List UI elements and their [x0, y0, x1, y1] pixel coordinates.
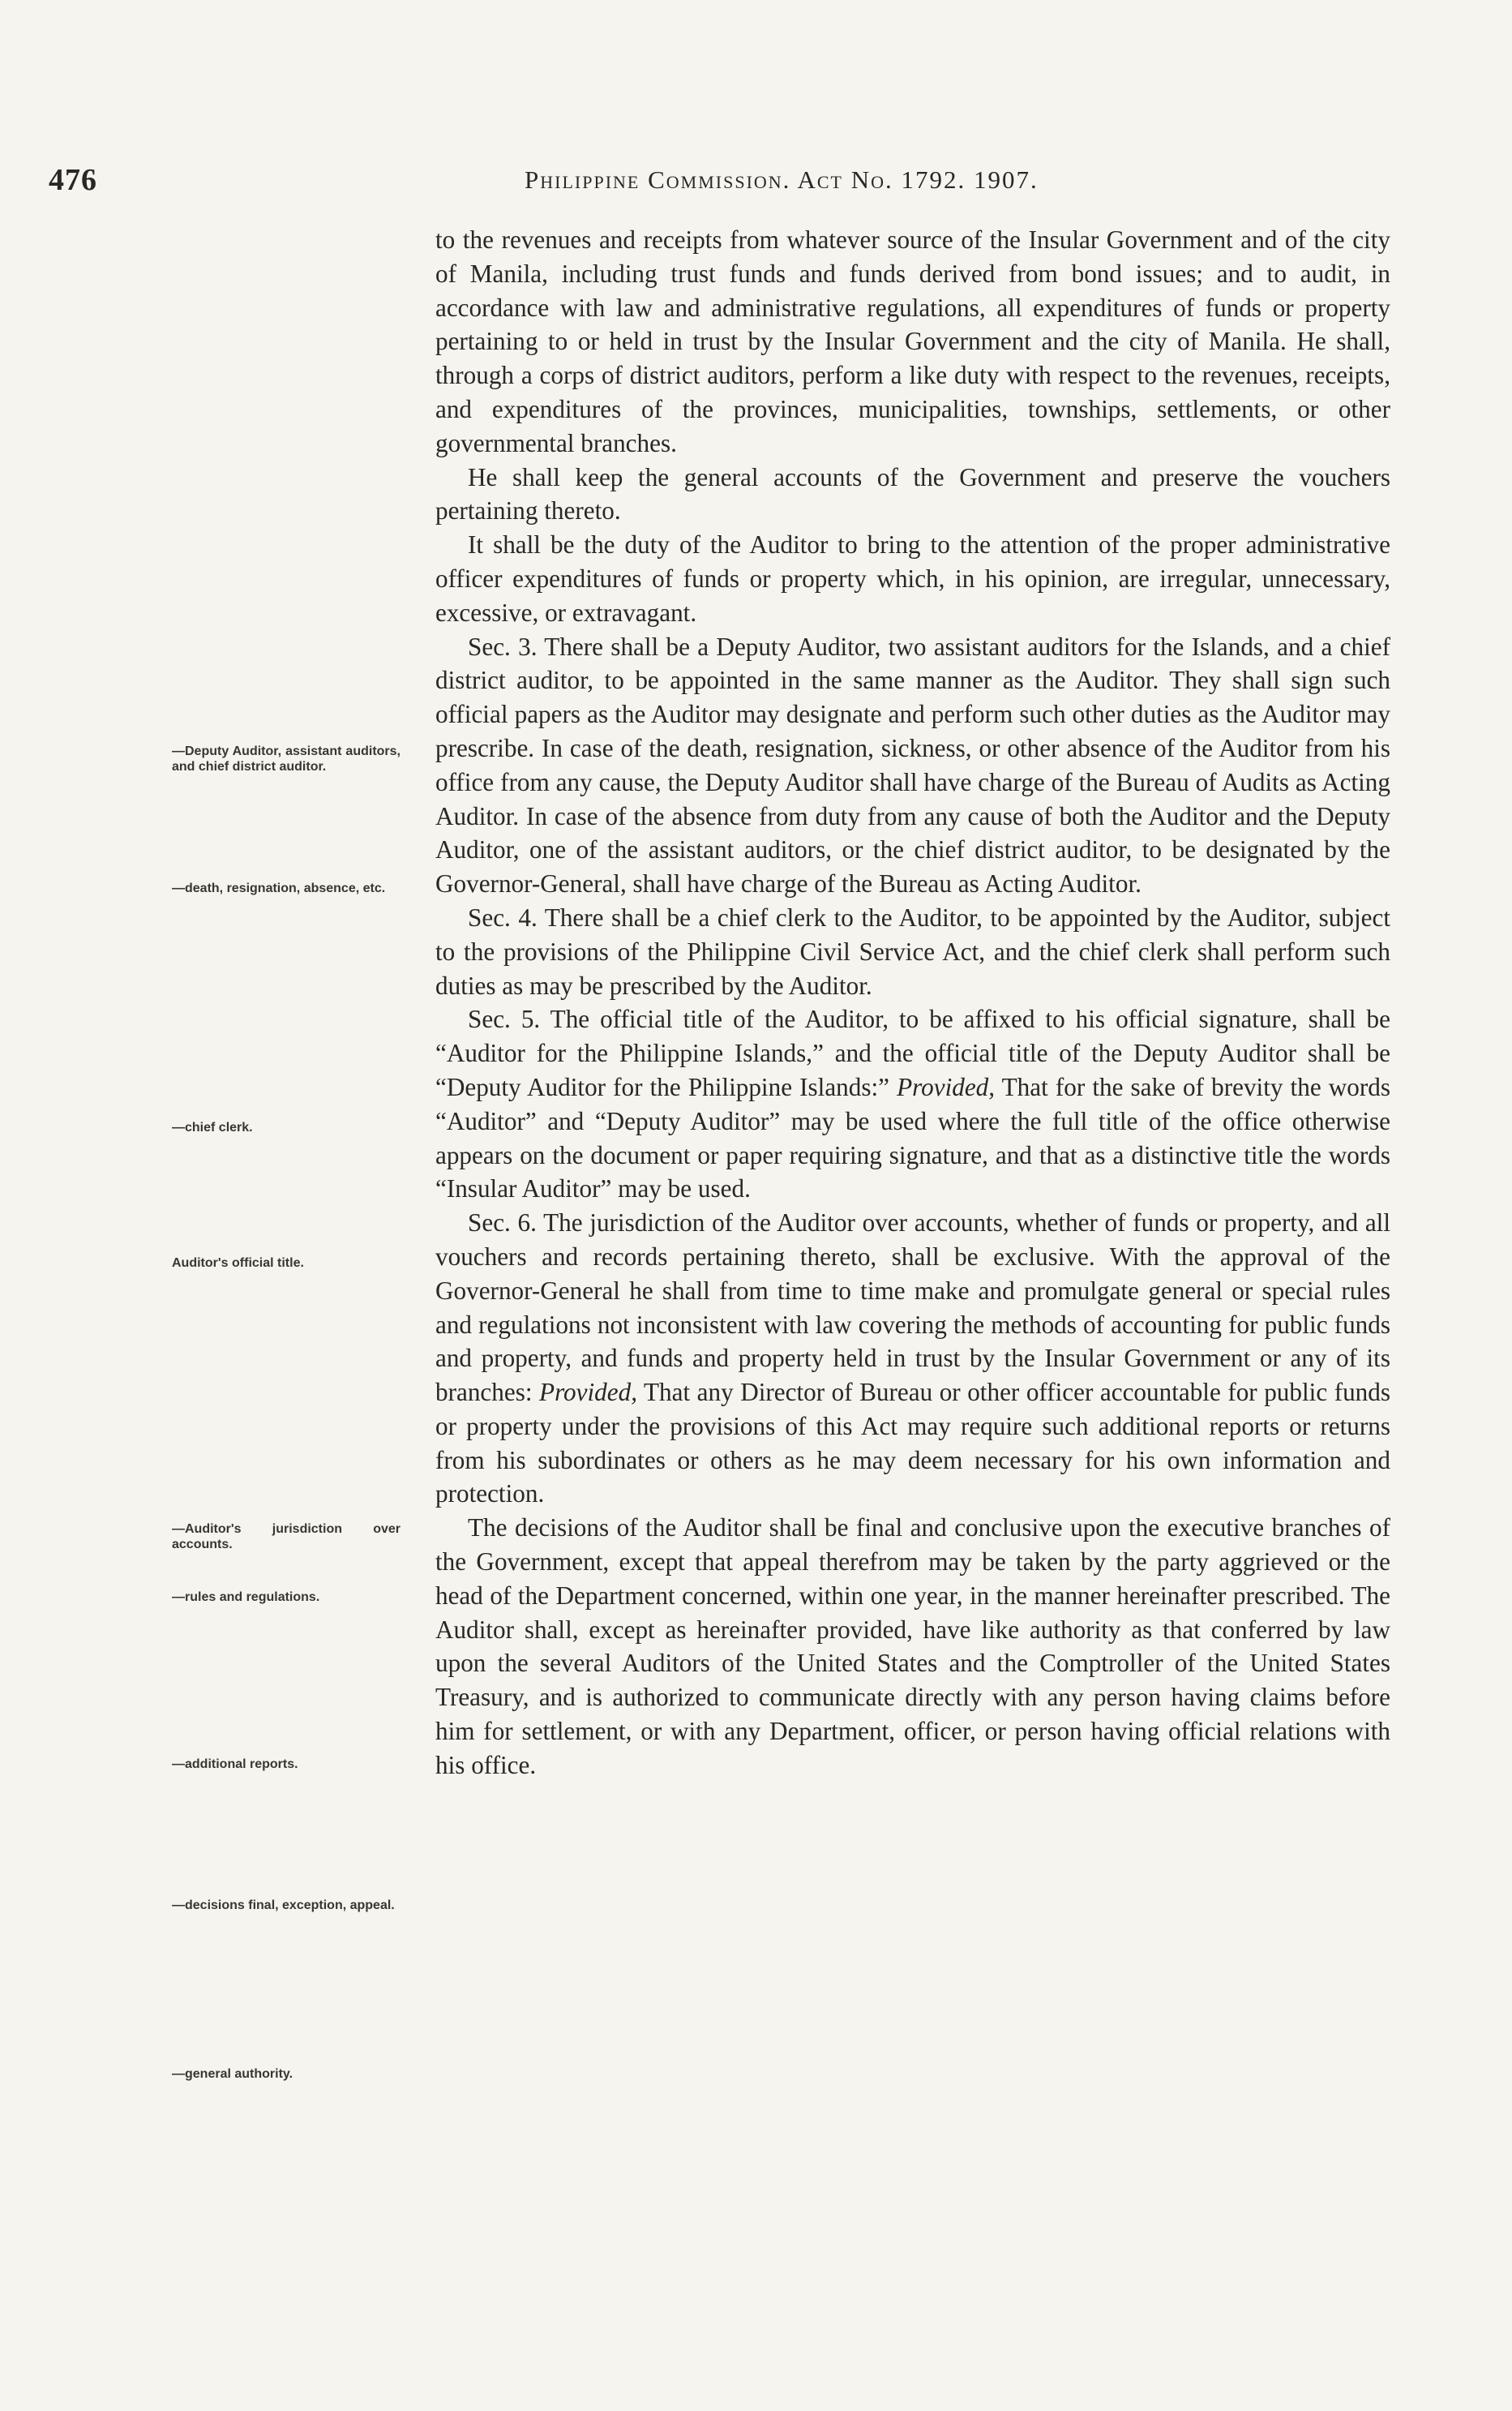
page-header: [49, 162, 1313, 203]
paragraph-duty-of-auditor: It shall be the duty of the Auditor to bring to the attention of the proper administrative officer expenditures of funds or property which, in his opinion, are irregular, unnecessary, excessive, or extravagant.: [435, 530, 1390, 627]
margin-note-general-authority: —general authority.: [172, 2067, 293, 2081]
margin-note-rules-regulations: —rules and regulations.: [172, 1590, 320, 1604]
margin-note-chief-clerk: —chief clerk.: [172, 1121, 253, 1135]
provided-italic: Provided,: [539, 1378, 637, 1407]
margin-note-decisions-final: —decisions final, exception, appeal.: [172, 1898, 395, 1912]
provided-italic: Provided,: [897, 1072, 996, 1101]
paragraph-revenues: to the revenues and receipts from whatever source of the Insular Government and of the city of Manila, including trust funds and funds derived from bond issues; and to audit, in accordance with law and administrative regulations, all expenditures of funds or property pertaining to or held in trust by the Insular Government and the city of Manila. He shall, through a corps of district auditors, perform a like duty with respect to the revenues, receipts, and expenditures of the provinces, municipalities, townships, settlements, or other governmental branches.: [435, 225, 1390, 457]
paragraph-general-accounts: He shall keep the general accounts of the Government and preserve the vouchers pertaining thereto.: [435, 462, 1390, 526]
page-number: 476: [49, 163, 97, 197]
margin-note-official-title: Auditor's official title.: [172, 1256, 304, 1270]
paragraph-sec-6: Sec. 6. The jurisdiction of the Auditor over accounts, whether of funds or property, and all vouchers and records pertaining thereto, shall be exclusive. With the approval of the Governor-General he shall from time to time make and promulgate general or special rules and regulations not inconsistent with law covering the methods of accounting for public funds and property, and funds and property held in trust by the Insular Government or any of its branches: Provided, That any Director of Bureau or other officer accountable for public funds or property under the provisions of this Act may require such additional reports or returns from his subordinates or others as he may deem necessary for his own information and protection.: [435, 1208, 1390, 1508]
margin-note-jurisdiction: —Auditor's jurisdiction over accounts.: [172, 1522, 400, 1551]
paragraph-sec-5: Sec. 5. The official title of the Auditor, to be affixed to his official signature, shall be “Auditor for the Philippine Islands,” and the official title of the Deputy Auditor shall be “Deputy Auditor for the Philippine Islands:” Provided, That for the sake of brevity the words “Auditor” and “Deputy Auditor” may be used where the full title of the office otherwise appears on the document or paper requiring signature, and that as a distinctive title the words “Insular Auditor” may be used.: [435, 1005, 1390, 1203]
running-head: Philippine Commission. Act No. 1792. 1907.: [525, 165, 1039, 194]
paragraph-sec-4: Sec. 4. There shall be a chief clerk to the Auditor, to be appointed by the Auditor, subject to the provisions of the Philippine Civil Service Act, and the chief clerk shall perform such duties as may be prescribed by the Auditor.: [435, 903, 1390, 1000]
paragraph-decisions: The decisions of the Auditor shall be final and conclusive upon the executive branches of the Government, except that appeal therefrom may be taken by the party aggrieved or the head of the Department concerned, within one year, in the manner hereinafter prescribed. The Auditor shall, except as hereinafter provided, have like authority as that conferred by law upon the several Auditors of the United States and the Comptroller of the United States Treasury, and is authorized to communicate directly with any person having claims before him for settlement, or with any Department, officer, or person having official relations with his office.: [435, 1513, 1390, 1779]
margin-note-death-resignation: —death, resignation, absence, etc.: [172, 882, 386, 895]
body-text: [435, 223, 1390, 1783]
margin-note-deputy-auditor: —Deputy Auditor, assistant auditors, and chief district auditor.: [172, 744, 400, 774]
paragraph-sec-3: Sec. 3. There shall be a Deputy Auditor, two assistant auditors for the Islands, and a chief district auditor, to be appointed in the same manner as the Auditor. They shall sign such official papers as the Auditor may designate and perform such other duties as the Auditor may prescribe. In case of the death, resignation, sickness, or other absence of the Auditor from his office from any cause, the Deputy Auditor shall have charge of the Bureau of Audits as Acting Auditor. In case of the absence from duty from any cause of both the Auditor and the Deputy Auditor, one of the assistant auditors, or the chief district auditor, to be designated by the Governor-General, shall have charge of the Bureau as Acting Auditor.: [435, 632, 1390, 899]
margin-note-additional-reports: —additional reports.: [172, 1757, 298, 1771]
